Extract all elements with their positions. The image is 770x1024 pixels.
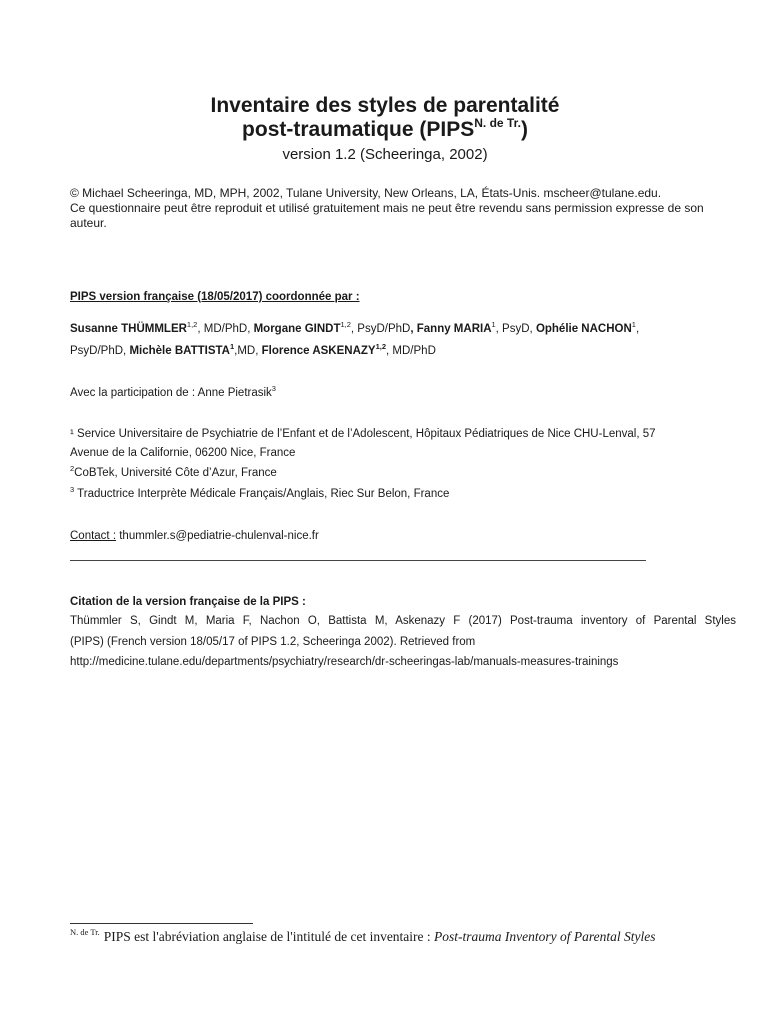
author-name: Morgane GINDT [253,323,341,335]
author-affiliation-mark: 1,2 [340,320,351,329]
author-affiliation-mark: 1,2 [186,320,198,329]
citation-url[interactable]: http://medicine.tulane.edu/departments/psychiatry/research/dr-scheeringas-lab/manuals-measures-trainings [70,656,619,668]
author-name: , Fanny MARIA [410,323,492,335]
coordination-heading: PIPS version française (18/05/2017) coordonnée par : [70,291,360,303]
author-title: , PsyD, [495,323,536,335]
affiliation-1-line-2: Avenue de la Californie, 06200 Nice, France [70,447,296,459]
section-separator [70,560,646,561]
participation-text: Avec la participation de : Anne Pietrasik [70,387,272,399]
affiliation-3 [70,485,450,500]
affiliation-1-line-1: ¹ Service Universitaire de Psychiatrie de l’Enfant et de l’Adolescent, Hôpitaux Pédiatriques de Nice CHU-Lenval, 57 [70,428,656,440]
title-translator-note-mark: N. de Tr. [474,116,521,130]
reproduction-notice: Ce questionnaire peut être reproduit et utilisé gratuitement mais ne peut être revendu sans permission expresse de son auteur. [70,201,704,230]
citation-heading: Citation de la version française de la PIPS : [70,596,306,608]
author-title: , MD/PhD, [197,323,254,335]
author-prefix: PsyD/PhD, [70,345,130,357]
author-affiliation-mark: 1,2 [375,342,387,351]
footnote-separator [70,923,253,924]
author-name: Michèle BATTISTA [129,345,230,357]
document-title-line2 [0,118,770,142]
authors-line-1 [70,320,640,335]
author-name: Florence ASKENAZY [261,345,376,357]
author-affiliation-mark: 1 [491,320,496,329]
author-title: , PsyD/PhD [350,323,411,335]
footnote-text: PIPS est l'abréviation anglaise de l'intitulé de cet inventaire : [103,929,435,944]
contact-label: Contact : [70,530,117,542]
document-version: version 1.2 (Scheeringa, 2002) [282,146,488,163]
affiliation-2-text: CoBTek, Université Côte d’Azur, France [74,467,277,479]
contact-line [70,530,319,542]
document-title-line1: Inventaire des styles de parentalité [210,94,560,117]
authors-line-2 [70,342,436,357]
footnote-mark: N. de Tr. [70,927,100,937]
copyright-line: © Michael Scheeringa, MD, MPH, 2002, Tulane University, New Orleans, LA, États-Unis. mscheer@tulane.edu. [70,186,662,200]
affiliation-3-mark: 3 [70,485,75,494]
participation-affiliation-mark: 3 [271,384,276,393]
author-title: ,MD, [234,345,262,357]
title-line2-close: ) [520,118,528,141]
title-line2-text: post-traumatique (PIPS [242,118,475,141]
author-affiliation-mark: 1 [229,342,235,351]
citation-line-2: (PIPS) (French version 18/05/17 of PIPS 1.2, Scheeringa 2002). Retrieved from [70,636,476,648]
participation-line [70,384,276,399]
affiliation-3-text: Traductrice Interprète Médicale Français/Anglais, Riec Sur Belon, France [74,488,450,500]
citation-line-1: Thümmler S, Gindt M, Maria F, Nachon O, Battista M, Askenazy F (2017) Post-trauma inventory of Parental Styles [70,615,736,627]
affiliation-2 [70,464,277,479]
footnote-italic-title: Post-trauma Inventory of Parental Styles [434,929,656,944]
author-title: , [635,323,640,335]
author-title: , MD/PhD [386,345,436,357]
author-name: Susanne THÜMMLER [70,323,187,335]
footnote [70,929,656,945]
copyright-notice [70,186,720,231]
contact-email[interactable]: thummler.s@pediatrie-chulenval-nice.fr [116,530,319,542]
author-name: Ophélie NACHON [535,323,632,335]
author-affiliation-mark: 1 [631,320,636,329]
affiliation-2-mark: 2 [70,464,75,473]
